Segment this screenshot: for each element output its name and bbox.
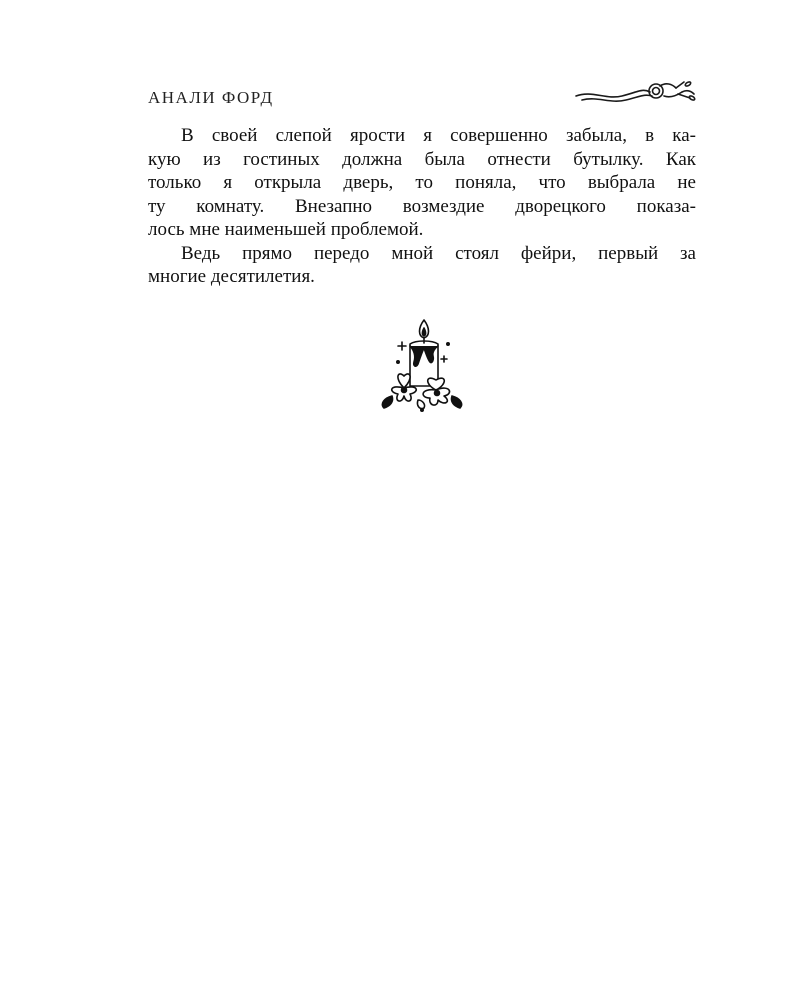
snake-ornament-icon bbox=[572, 76, 698, 110]
text-line: только я открыла дверь, то поняла, что выбрала не bbox=[148, 172, 696, 193]
text-line: лось мне наименьшей проблемой. bbox=[148, 219, 424, 240]
text-line: многие десятилетия. bbox=[148, 266, 315, 287]
candle-with-flowers-icon bbox=[378, 316, 466, 412]
main-text bbox=[148, 124, 696, 289]
text-line: Ведь прямо передо мной стоял фейри, первый за bbox=[181, 242, 696, 264]
running-head-title: АНАЛИ ФОРД bbox=[148, 88, 274, 107]
text-line: кую из гостиных должна была отнести бутылку. Как bbox=[148, 148, 696, 170]
text-line: ту комнату. Внезапно возмездие дворецкого показа- bbox=[148, 195, 696, 217]
text-line: В своей слепой ярости я совершенно забыла, в ка- bbox=[181, 125, 696, 146]
